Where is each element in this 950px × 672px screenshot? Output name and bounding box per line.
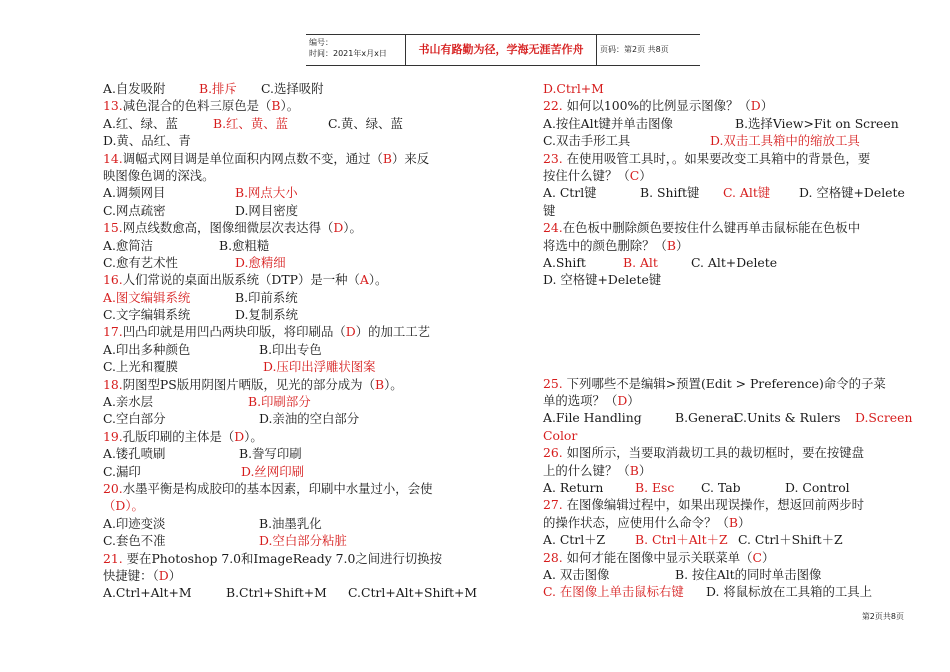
correct-option: B. Ctrl＋Alt＋Z (635, 532, 728, 548)
option: C.空白部分 (103, 411, 166, 427)
options-line (543, 80, 911, 97)
question-number: 27. (543, 497, 563, 513)
question-line (543, 444, 911, 461)
question-line (543, 167, 911, 184)
option: C. Alt+Delete (691, 254, 778, 270)
answer-key: B (666, 237, 677, 253)
question-line (543, 496, 911, 513)
question-text-end: ） (168, 567, 182, 583)
option: C.网点疏密 (103, 202, 166, 218)
option: D. Control (785, 480, 850, 496)
option: A.印出多种颜色 (103, 341, 191, 357)
question-text: 如何以100%的比例显示图像？（ (562, 98, 751, 114)
question-text: 在色板中删除颜色要按住什么键再单击鼠标能在色板中 (562, 220, 861, 236)
page-header (306, 34, 700, 66)
options-line (103, 463, 473, 480)
question-line (543, 219, 911, 236)
options-line (543, 409, 911, 426)
question-line (543, 97, 911, 114)
question-line (103, 271, 473, 288)
option: A.亲水层 (103, 394, 154, 410)
option: B.印前系统 (235, 289, 298, 305)
options-line (103, 254, 473, 271)
option: B.愈粗糙 (219, 237, 270, 253)
correct-option: D.双击工具箱中的缩放工具 (710, 133, 860, 149)
correct-option: D.丝网印刷 (241, 463, 304, 479)
option: B.Ctrl+Shift+M (226, 585, 327, 601)
question-number: 14. (103, 150, 123, 166)
question-text-end: ）。 (280, 98, 300, 114)
question-text: 凹凸印就是用凹凸两块印版，将印刷品（ (122, 324, 346, 340)
question-line (103, 550, 473, 567)
question-number: 16. (103, 272, 123, 288)
question-text-end: ） (760, 98, 774, 114)
correct-option: C. 在图像上单击鼠标右键 (543, 584, 684, 600)
question-text-end: ）。 (368, 272, 388, 288)
question-number: 17. (103, 324, 123, 340)
options-line (543, 583, 911, 600)
question-text-end: ） (762, 549, 775, 565)
question-text-end: ） (737, 514, 751, 530)
question-text: 单的选项？（ (543, 393, 618, 409)
question-text: 在图像编辑过程中，如果出现误操作，想返回前两步时 (562, 497, 865, 513)
header-page: 页码：第2页 共8页 (600, 45, 669, 54)
question-text-end: ） (676, 237, 689, 253)
answer-paren: ）。 (125, 498, 144, 514)
option: C.Units & Rulers (734, 410, 841, 426)
left-column (103, 80, 478, 602)
options-line (543, 271, 911, 288)
option: A.File Handling (543, 410, 642, 426)
question-line (103, 480, 473, 497)
answer-key: D (750, 98, 761, 114)
spacer (543, 289, 911, 375)
question-line (103, 167, 473, 184)
question-number: 24. (543, 220, 563, 236)
option: D. 空格键+Delete (799, 185, 905, 201)
option: C.漏印 (103, 463, 141, 479)
correct-option: D.Screen (855, 410, 913, 426)
options-line (103, 410, 473, 427)
doc-date: 时间：2021年x月x日 (309, 49, 387, 58)
page-footer: 第2页共8页 (861, 612, 904, 621)
question-text-end: ）来反 (392, 150, 430, 166)
option: A. Ctrl键 (543, 185, 597, 201)
doc-number: 编号： (309, 38, 333, 47)
correct-option: D.空白部分粘脏 (259, 533, 347, 549)
options-line (103, 132, 473, 149)
option: A.红、绿、蓝 (103, 115, 178, 131)
header-meta (306, 35, 406, 65)
question-number: 23. (543, 150, 563, 166)
correct-option: A.图文编辑系统 (103, 289, 191, 305)
options-line (103, 306, 473, 323)
answer-key: C (629, 167, 640, 183)
option: D.黄、品红、青 (103, 133, 191, 149)
question-text: 阴图型PS版用阴图片晒版，见光的部分成为（ (122, 376, 375, 392)
correct-option: B.网点大小 (235, 185, 298, 201)
options-line (103, 515, 473, 532)
question-text: 快捷键：（ (103, 567, 159, 583)
question-number: 15. (103, 220, 123, 236)
question-line (543, 237, 911, 254)
question-text-end: ）的加工工艺 (355, 324, 431, 340)
question-text-end: ） (638, 462, 652, 478)
question-text: 水墨平衡是构成胶印的基本因素，印刷中水量过小，会使 (122, 480, 433, 496)
option: A.Ctrl+Alt+M (103, 585, 192, 601)
option: A.Shift (543, 254, 586, 270)
question-number: 28. (543, 549, 563, 565)
correct-option: C. Alt键 (723, 185, 771, 201)
question-text: 按住什么键？（ (543, 167, 630, 183)
option: C.套色不准 (103, 533, 166, 549)
option: A.按住Alt键并单击图像 (543, 115, 673, 131)
options-line (103, 584, 478, 601)
question-text: 下列哪些不是编辑>预置(Edit > Preference)命令的子菜 (562, 375, 886, 391)
question-line (543, 375, 911, 392)
answer-key: A (359, 272, 369, 288)
answer-key: B (728, 514, 738, 530)
options-line (543, 427, 911, 444)
question-text: 的操作状态，应使用什么命令？（ (543, 514, 729, 530)
options-line (543, 479, 911, 496)
option: B.General (675, 410, 738, 426)
option: A.愈简洁 (103, 237, 154, 253)
answer-key: B (374, 376, 385, 392)
question-text: 在使用吸管工具时，。如果要改变工具箱中的背景色，要 (562, 150, 871, 166)
answer-key: D (345, 324, 356, 340)
question-text: 孔版印刷的主体是（ (122, 428, 235, 444)
correct-option: B.排斥 (199, 81, 237, 96)
option: B.油墨乳化 (259, 515, 322, 531)
option: C. Ctrl＋Shift＋Z (738, 532, 843, 548)
question-line (543, 202, 911, 219)
option: D. 将鼠标放在工具箱的工具上 (706, 584, 873, 600)
option: C.黄、绿、蓝 (328, 115, 403, 131)
question-line (103, 219, 473, 236)
answer-key: C (752, 549, 763, 565)
option: D. 空格键+Delete键 (543, 272, 662, 288)
option: A.镂孔喷刷 (103, 446, 166, 462)
options-line (543, 115, 911, 132)
option: D.复制系统 (235, 307, 298, 323)
option: A.调频网目 (103, 185, 166, 201)
question-text: 网点线数愈高，图像细微层次表达得（ (122, 220, 334, 236)
question-text: 人们常说的桌面出版系统（DTP）是一种（ (122, 272, 360, 288)
answer-key: D (617, 393, 628, 409)
answer-key: D (333, 220, 344, 236)
option: B.誊写印刷 (239, 446, 302, 462)
options-line (543, 132, 911, 149)
correct-option: B. Esc (635, 480, 675, 496)
correct-option: D.愈精细 (235, 254, 286, 270)
question-number: 20. (103, 480, 123, 496)
question-line (543, 150, 911, 167)
option: B.选择View>Fit on Screen (735, 115, 899, 131)
header-motto: 书山有路勤为径，学海无涯苦作舟 (406, 35, 597, 65)
question-line (543, 549, 911, 566)
correct-option: B.红、黄、蓝 (213, 115, 288, 131)
options-line (103, 289, 473, 306)
question-text-end: ）。 (244, 428, 263, 444)
option: B.印出专色 (259, 341, 322, 357)
option: C.文字编辑系统 (103, 307, 191, 323)
options-line (103, 80, 473, 97)
option: A. Ctrl＋Z (543, 532, 606, 548)
correct-option: B. Alt (623, 254, 658, 270)
question-line (103, 497, 473, 514)
question-line (103, 428, 473, 445)
option: B. 按住Alt的同时单击图像 (675, 566, 822, 582)
options-line (103, 445, 473, 462)
question-number: 26. (543, 445, 563, 461)
correct-option: Color (543, 427, 578, 443)
options-line (103, 184, 473, 201)
answer-key: B (271, 98, 281, 114)
options-line (543, 531, 911, 548)
answer-key: D (234, 428, 245, 444)
question-text: 调幅式网目调是单位面积内网点数不变，通过（ (122, 150, 383, 166)
question-text: 将选中的颜色删除？（ (543, 237, 667, 253)
question-number: 19. (103, 428, 123, 444)
option: A. Return (543, 480, 604, 496)
question-text: 上的什么键？（ (543, 462, 630, 478)
option: C.上光和覆膜 (103, 359, 178, 375)
option: C. Tab (701, 480, 741, 496)
correct-option: D.压印出浮雕状图案 (263, 359, 376, 375)
option: C.Ctrl+Alt+Shift+M (348, 585, 478, 601)
answer-paren: （ (103, 498, 116, 514)
options-line (103, 532, 473, 549)
option: B. Shift键 (640, 185, 700, 201)
question-text: 键 (543, 202, 556, 218)
question-line (543, 514, 911, 531)
question-number: 21. (103, 550, 123, 566)
question-text-end: ） (627, 393, 640, 409)
options-line (103, 393, 473, 410)
option: C.双击手形工具 (543, 133, 631, 149)
question-line (103, 323, 473, 340)
option: D.网目密度 (235, 202, 298, 218)
question-line (103, 567, 473, 584)
options-line (543, 184, 911, 201)
question-text: 要在Photoshop 7.0和ImageReady 7.0之间进行切换按 (122, 550, 443, 566)
question-line (103, 376, 473, 393)
question-line (103, 97, 473, 114)
option: A.印迹变淡 (103, 515, 166, 531)
correct-option: D.Ctrl+M (543, 81, 604, 96)
option: C.选择吸附 (261, 81, 324, 96)
question-text-end: ）。 (343, 220, 362, 236)
right-column (543, 80, 911, 601)
answer-key: D (115, 498, 126, 514)
options-line (103, 202, 473, 219)
question-text: 映图像色调的深浅。 (103, 167, 215, 183)
question-number: 18. (103, 376, 123, 392)
options-line (543, 566, 911, 583)
question-text: 如图所示，当要取消裁切工具的裁切框时，要在按键盘 (562, 445, 865, 461)
question-number: 22. (543, 98, 563, 114)
option: C.愈有艺术性 (103, 254, 178, 270)
question-text: 如何才能在图像中显示关联菜单（ (562, 549, 753, 565)
option: D.亲油的空白部分 (259, 411, 360, 427)
answer-key: D (158, 567, 169, 583)
question-line (543, 462, 911, 479)
options-line (103, 237, 473, 254)
options-line (543, 254, 911, 271)
question-text: 减色混合的色料三原色是（ (122, 98, 272, 114)
question-line (103, 150, 473, 167)
options-line (103, 115, 473, 132)
question-text-end: ）。 (384, 376, 403, 392)
question-number: 13. (103, 98, 123, 114)
answer-key: B (382, 150, 393, 166)
correct-option: B.印刷部分 (248, 394, 311, 410)
question-line (543, 392, 911, 409)
options-line (103, 358, 473, 375)
question-text-end: ） (639, 167, 652, 183)
answer-key: B (629, 462, 639, 478)
options-line (103, 341, 473, 358)
option: A. 双击图像 (543, 566, 610, 582)
question-number: 25. (543, 375, 563, 391)
option: A.自发吸附 (103, 81, 166, 96)
